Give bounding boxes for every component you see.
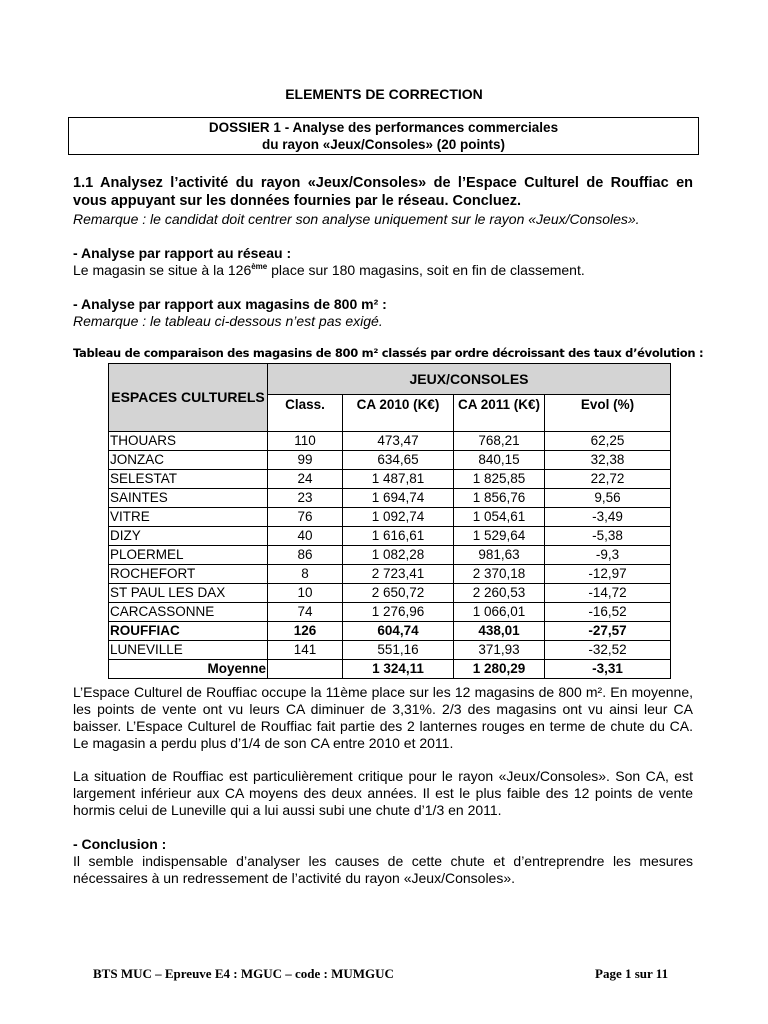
store-evol: 62,25: [545, 432, 671, 451]
store-ca2010: 2 723,41: [343, 565, 454, 584]
store-name: LUNEVILLE: [109, 641, 268, 660]
store-evol: 32,38: [545, 451, 671, 470]
table-row: [109, 489, 671, 508]
header-evol: Evol (%): [545, 395, 671, 432]
m800-heading: - Analyse par rapport aux magasins de 800 m² :: [73, 296, 387, 312]
store-evol: -27,57: [545, 622, 671, 641]
dossier-header-box: [68, 117, 699, 155]
remark-candidate: Remarque : le candidat doit centrer son analyse uniquement sur le rayon «Jeux/Consoles».: [73, 211, 640, 227]
store-name: JONZAC: [109, 451, 268, 470]
store-ca2010: 473,47: [343, 432, 454, 451]
table-row: [109, 603, 671, 622]
header-ca2010: CA 2010 (K€): [343, 395, 454, 432]
header-jeux-consoles: JEUX/CONSOLES: [268, 364, 671, 395]
store-evol: -5,38: [545, 527, 671, 546]
store-ca2010: 634,65: [343, 451, 454, 470]
store-ca2010: 1 276,96: [343, 603, 454, 622]
conclusion-text: Il semble indispensable d’analyser les causes de cette chute et d’entreprendre les mesures nécessaires à un redressement de l’activité du rayon «Jeux/Consoles».: [73, 853, 693, 886]
store-ca2010: 1 487,81: [343, 470, 454, 489]
analysis-paragraph-2: La situation de Rouffiac est particulièrement critique pour le rayon «Jeux/Consoles». Son CA, est largement inférieur aux CA moyens des deux années. Il est le plus faible des 12 points de vente hormis celui de Luneville qui a lui aussi subi une chute d’1/3 en 2011.: [73, 768, 693, 818]
store-ca2011: 2 260,53: [454, 584, 545, 603]
header-class: Class.: [268, 395, 343, 432]
header-espaces: ESPACES CULTURELS: [109, 364, 268, 432]
table-row: [109, 622, 671, 641]
analysis-paragraph-1: L’Espace Culturel de Rouffiac occupe la 11ème place sur les 12 magasins de 800 m². En moyenne, les points de vente ont vu leurs CA diminuer de 3,31%. 2/3 des magasins ont vu ainsi leur CA baisser. L’Espace Culturel de Rouffiac fait partie des 2 lanternes rouges en terme de chute du CA. Le magasin a perdu plus d’1/4 de son CA entre 2010 et 2011.: [73, 684, 693, 751]
question-title: 1.1 Analysez l’activité du rayon «Jeux/Consoles» de l’Espace Culturel de Rouffiac en vous appuyant sur les données fournies par le réseau. Concluez.: [73, 175, 693, 209]
store-evol: 22,72: [545, 470, 671, 489]
store-evol: 9,56: [545, 489, 671, 508]
store-ca2011: 2 370,18: [454, 565, 545, 584]
average-label: Moyenne: [109, 660, 268, 679]
table-row: [109, 584, 671, 603]
store-name: SELESTAT: [109, 470, 268, 489]
store-ca2011: 1 825,85: [454, 470, 545, 489]
reseau-heading: - Analyse par rapport au réseau :: [73, 245, 292, 261]
section-800m2: [73, 296, 693, 330]
section-conclusion: [73, 836, 693, 887]
store-class: 40: [268, 527, 343, 546]
dossier-title-line1: DOSSIER 1 - Analyse des performances commerciales: [208, 120, 559, 135]
store-evol: -3,49: [545, 508, 671, 527]
store-ca2011: 840,15: [454, 451, 545, 470]
m800-remark: Remarque : le tableau ci-dessous n’est pas exigé.: [73, 313, 383, 329]
table-row: [109, 508, 671, 527]
store-class: 10: [268, 584, 343, 603]
store-ca2010: 1 616,61: [343, 527, 454, 546]
comparison-table: [108, 363, 671, 679]
store-evol: -9,3: [545, 546, 671, 565]
store-ca2011: 1 066,01: [454, 603, 545, 622]
store-ca2011: 371,93: [454, 641, 545, 660]
store-ca2011: 1 856,76: [454, 489, 545, 508]
table-row: [109, 451, 671, 470]
store-evol: -12,97: [545, 565, 671, 584]
footer-page-number: Page 1 sur 11: [595, 966, 669, 981]
store-class: 23: [268, 489, 343, 508]
store-class: 24: [268, 470, 343, 489]
store-name: THOUARS: [109, 432, 268, 451]
table-body: [109, 432, 671, 679]
table-caption: Tableau de comparaison des magasins de 800 m² classés par ordre décroissant des taux d’évolution :: [73, 346, 704, 360]
table-row: [109, 527, 671, 546]
average-row: [109, 660, 671, 679]
conclusion-heading: - Conclusion :: [73, 836, 167, 852]
table-row: [109, 470, 671, 489]
store-evol: -16,52: [545, 603, 671, 622]
table-row: [109, 432, 671, 451]
store-class: 86: [268, 546, 343, 565]
store-ca2011: 981,63: [454, 546, 545, 565]
store-ca2010: 1 694,74: [343, 489, 454, 508]
store-ca2010: 2 650,72: [343, 584, 454, 603]
table-row: [109, 565, 671, 584]
dossier-title-line2: du rayon «Jeux/Consoles» (20 points): [261, 137, 506, 152]
footer-exam-info: BTS MUC – Epreuve E4 : MGUC – code : MUMGUC: [93, 966, 394, 981]
store-ca2010: 1 092,74: [343, 508, 454, 527]
section-reseau: [73, 245, 693, 279]
store-class: 110: [268, 432, 343, 451]
table-row: [109, 641, 671, 660]
reseau-text: Le magasin se situe à la 126ème place sur 180 magasins, soit en fin de classement.: [73, 262, 585, 278]
store-evol: -14,72: [545, 584, 671, 603]
store-name: VITRE: [109, 508, 268, 527]
store-name: ST PAUL LES DAX: [109, 584, 268, 603]
average-class: [268, 660, 343, 679]
store-class: 141: [268, 641, 343, 660]
store-ca2010: 604,74: [343, 622, 454, 641]
average-ca2011: 1 280,29: [454, 660, 545, 679]
store-class: 8: [268, 565, 343, 584]
store-class: 126: [268, 622, 343, 641]
store-ca2011: 1 054,61: [454, 508, 545, 527]
store-name: PLOERMEL: [109, 546, 268, 565]
store-ca2011: 438,01: [454, 622, 545, 641]
store-ca2010: 1 082,28: [343, 546, 454, 565]
store-evol: -32,52: [545, 641, 671, 660]
store-name: ROUFFIAC: [109, 622, 268, 641]
store-ca2011: 768,21: [454, 432, 545, 451]
average-evol: -3,31: [545, 660, 671, 679]
store-ca2011: 1 529,64: [454, 527, 545, 546]
table-row: [109, 546, 671, 565]
store-name: CARCASSONNE: [109, 603, 268, 622]
store-class: 99: [268, 451, 343, 470]
page-title: ELEMENTS DE CORRECTION: [285, 86, 483, 102]
store-ca2010: 551,16: [343, 641, 454, 660]
average-ca2010: 1 324,11: [343, 660, 454, 679]
store-name: ROCHEFORT: [109, 565, 268, 584]
store-class: 76: [268, 508, 343, 527]
store-name: DIZY: [109, 527, 268, 546]
store-name: SAINTES: [109, 489, 268, 508]
store-class: 74: [268, 603, 343, 622]
header-ca2011: CA 2011 (K€): [454, 395, 545, 432]
